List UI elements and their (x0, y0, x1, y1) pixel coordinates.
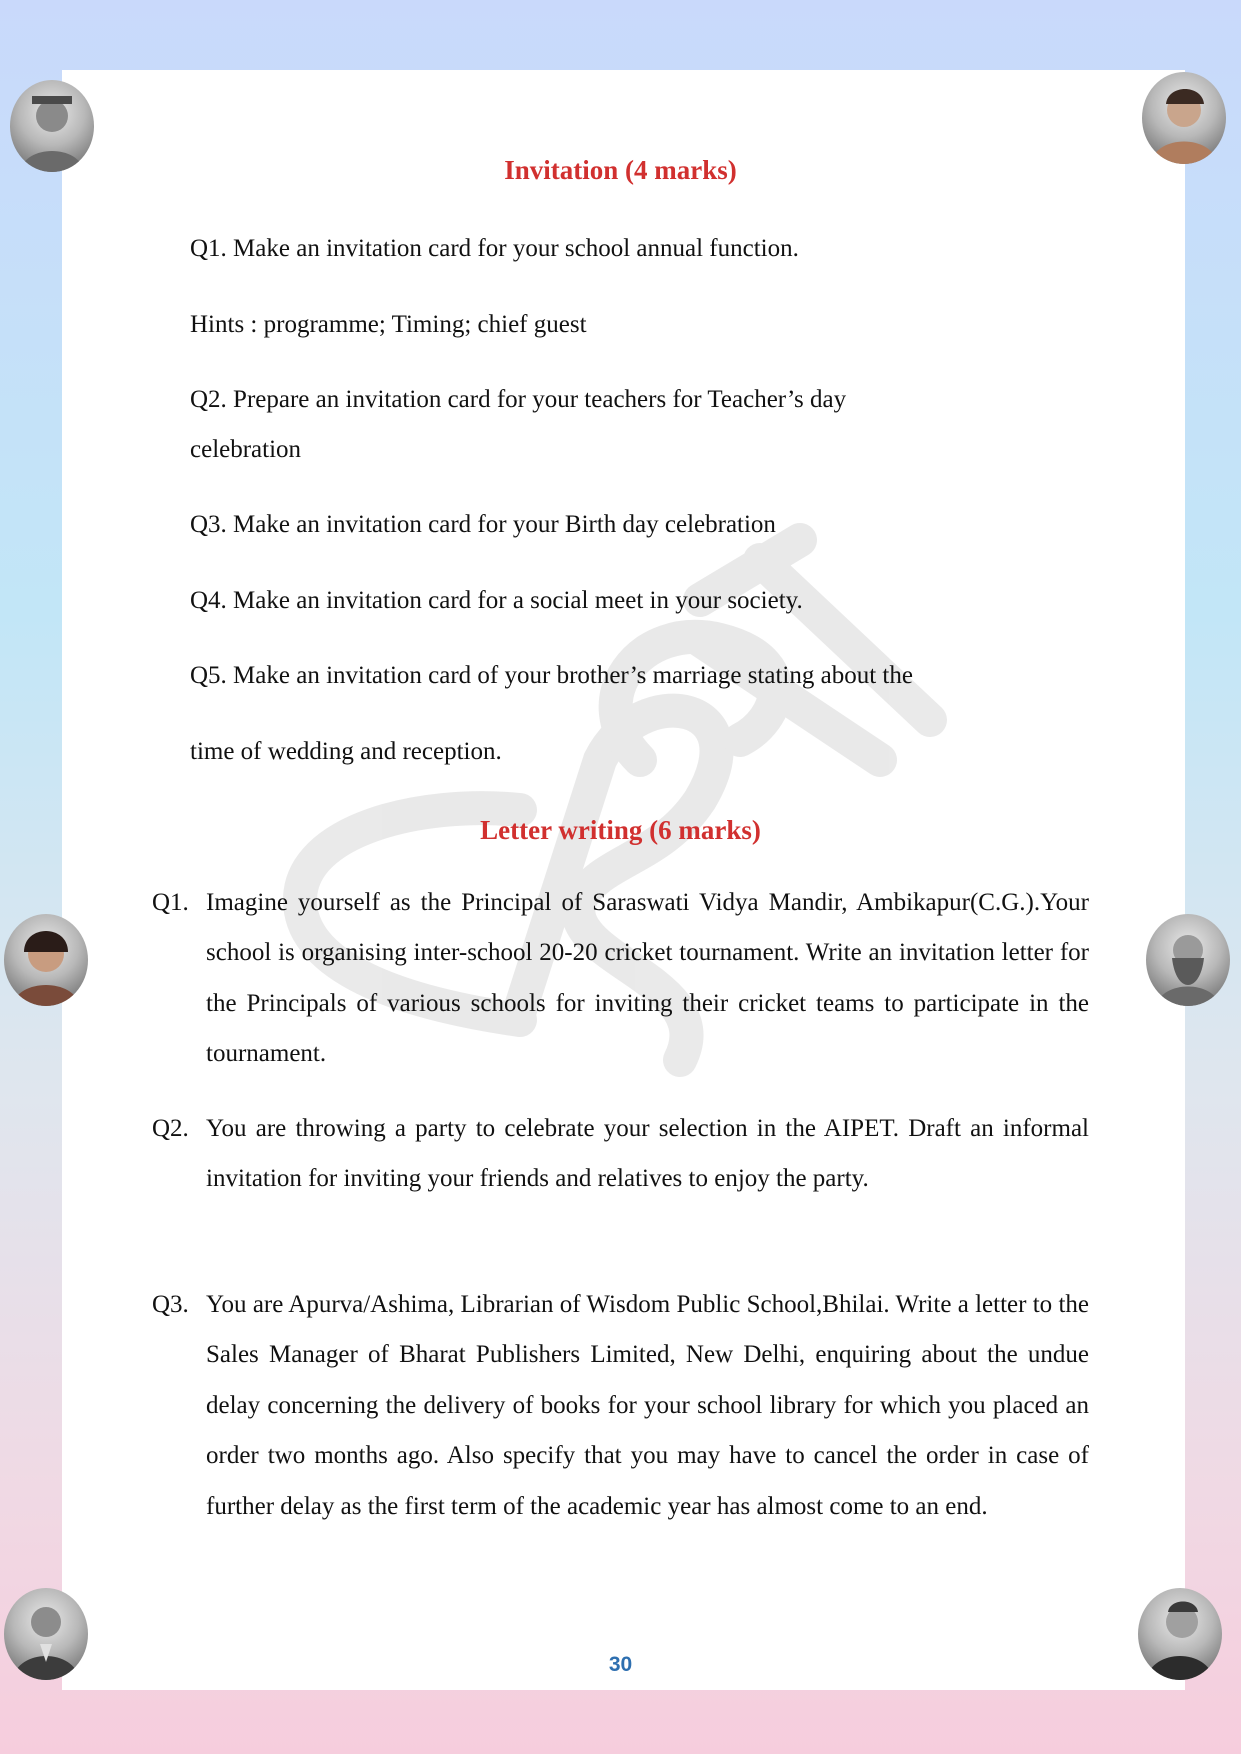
invitation-q3: Q3. Make an invitation card for your Birth day celebration (190, 511, 776, 538)
question-text: You are throwing a party to celebrate your selection in the AIPET. Draft an informal invitation for inviting your friends and relatives to enjoy the party. (206, 1115, 1089, 1193)
invitation-q5-line1: Q5. Make an invitation card of your brother’s marriage stating about the (190, 662, 913, 689)
invitation-q2-line2: celebration (190, 436, 302, 463)
invitation-q5-line2: time of wedding and reception. (190, 738, 502, 765)
letter-question (152, 1280, 1089, 1532)
question-number: Q1. (152, 889, 189, 916)
invitation-q1: Q1. Make an invitation card for your school annual function. (190, 235, 799, 262)
letter-question (152, 878, 1089, 1080)
portrait-top-right (1142, 72, 1226, 164)
portrait-middle-left (4, 914, 88, 1006)
portrait-middle-right (1146, 914, 1230, 1006)
invitation-q2-line1: Q2. Prepare an invitation card for your teachers for Teacher’s day (190, 386, 847, 413)
page-number: 30 (608, 1653, 633, 1676)
invitation-q4: Q4. Make an invitation card for a social meet in your society. (190, 587, 803, 614)
section-title-invitation: Invitation (4 marks) (504, 155, 737, 185)
question-number: Q2. (152, 1115, 189, 1142)
question-text: Imagine yourself as the Principal of Saraswati Vidya Mandir, Ambikapur(C.G.).Your school is organising inter-school 20-20 cricket tournament. Write an invitation letter for the Principals of various schools for inviting their cricket teams to participate in the tournament. (206, 889, 1089, 1068)
question-number: Q3. (152, 1291, 189, 1318)
invitation-hints: Hints : programme; Timing; chief guest (190, 311, 587, 338)
letter-question (152, 1104, 1089, 1205)
question-text: You are Apurva/Ashima, Librarian of Wisdom Public School,Bhilai. Write a letter to the Sales Manager of Bharat Publishers Limited, New Delhi, enquiring about the undue delay concerning the delivery of books for your school library for which you placed an order two months ago. Also specify that you may have to cancel the order in case of further delay as the first term of the academic year has almost come to an end. (206, 1291, 1089, 1520)
section-title-letter-writing: Letter writing (6 marks) (480, 815, 761, 845)
